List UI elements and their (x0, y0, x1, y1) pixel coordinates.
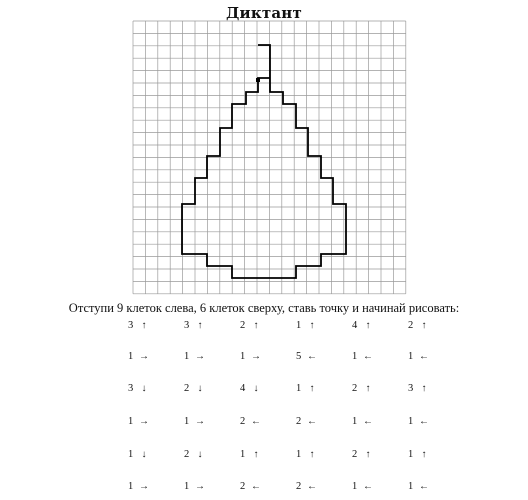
step-count: 1 (352, 481, 358, 492)
step-count: 1 (128, 449, 134, 460)
arrow-up-icon: ↑ (197, 320, 203, 331)
arrow-left-icon: ← (363, 481, 373, 492)
command-step (128, 351, 151, 363)
command-step (408, 383, 431, 395)
command-step (408, 351, 431, 363)
step-count: 1 (408, 481, 414, 492)
command-step (128, 383, 151, 395)
arrow-left-icon: ← (419, 351, 429, 362)
arrow-up-icon: ↑ (421, 383, 427, 394)
step-count: 2 (352, 383, 358, 394)
arrow-left-icon: ← (363, 351, 373, 362)
command-step (296, 383, 319, 395)
command-step (296, 351, 319, 363)
arrow-right-icon: → (195, 481, 205, 492)
command-step (408, 416, 431, 428)
command-step (240, 320, 263, 332)
command-step (352, 320, 375, 332)
arrow-up-icon: ↑ (253, 320, 259, 331)
command-step (128, 416, 151, 428)
arrow-left-icon: ← (307, 416, 317, 427)
arrow-down-icon: ↓ (141, 383, 147, 394)
arrow-up-icon: ↑ (365, 449, 371, 460)
arrow-up-icon: ↑ (253, 449, 259, 460)
arrow-right-icon: → (195, 416, 205, 427)
command-step (408, 449, 431, 461)
step-count: 4 (240, 383, 246, 394)
command-step (184, 320, 207, 332)
arrow-left-icon: ← (363, 416, 373, 427)
arrow-right-icon: → (139, 416, 149, 427)
step-count: 1 (296, 320, 302, 331)
arrow-up-icon: ↑ (309, 449, 315, 460)
arrow-up-icon: ↑ (421, 320, 427, 331)
command-step (128, 320, 151, 332)
step-count: 2 (240, 481, 246, 492)
command-step (128, 449, 151, 461)
arrow-up-icon: ↑ (365, 383, 371, 394)
command-step (184, 351, 207, 363)
step-count: 5 (296, 351, 302, 362)
step-count: 1 (184, 351, 190, 362)
dictation-title: Диктант (226, 4, 302, 22)
command-step (240, 449, 263, 461)
command-step (240, 481, 263, 493)
step-count: 3 (128, 320, 134, 331)
command-step (296, 320, 319, 332)
step-count: 2 (240, 416, 246, 427)
arrow-left-icon: ← (419, 481, 429, 492)
arrow-right-icon: → (139, 481, 149, 492)
arrow-up-icon: ↑ (309, 320, 315, 331)
step-count: 1 (296, 383, 302, 394)
arrow-left-icon: ← (251, 481, 261, 492)
step-count: 1 (240, 449, 246, 460)
step-count: 2 (240, 320, 246, 331)
arrow-down-icon: ↓ (197, 449, 203, 460)
step-count: 1 (184, 481, 190, 492)
arrow-left-icon: ← (419, 416, 429, 427)
step-count: 2 (296, 416, 302, 427)
command-step (296, 481, 319, 493)
arrow-up-icon: ↑ (309, 383, 315, 394)
command-step (352, 449, 375, 461)
command-step (184, 383, 207, 395)
arrow-right-icon: → (139, 351, 149, 362)
step-count: 3 (184, 320, 190, 331)
step-count: 1 (408, 416, 414, 427)
step-count: 1 (184, 416, 190, 427)
command-step (296, 449, 319, 461)
arrow-left-icon: ← (307, 351, 317, 362)
arrow-up-icon: ↑ (421, 449, 427, 460)
command-step (240, 383, 263, 395)
step-count: 1 (352, 351, 358, 362)
command-step (352, 351, 375, 363)
command-step (184, 449, 207, 461)
arrow-left-icon: ← (307, 481, 317, 492)
arrow-up-icon: ↑ (365, 320, 371, 331)
arrow-down-icon: ↓ (197, 383, 203, 394)
step-count: 2 (184, 449, 190, 460)
arrow-up-icon: ↑ (141, 320, 147, 331)
pear-outline-drawing (182, 45, 346, 278)
step-count: 2 (296, 481, 302, 492)
step-count: 1 (128, 351, 134, 362)
command-step (352, 383, 375, 395)
step-count: 1 (296, 449, 302, 460)
step-count: 2 (408, 320, 414, 331)
step-count: 1 (240, 351, 246, 362)
step-count: 4 (352, 320, 358, 331)
step-count: 1 (128, 481, 134, 492)
step-count: 3 (128, 383, 134, 394)
command-step (184, 481, 207, 493)
command-step (408, 481, 431, 493)
arrow-right-icon: → (251, 351, 261, 362)
command-step (296, 416, 319, 428)
command-step (240, 416, 263, 428)
step-count: 2 (352, 449, 358, 460)
command-step (352, 416, 375, 428)
step-count: 3 (408, 383, 414, 394)
step-count: 1 (408, 351, 414, 362)
command-step (128, 481, 151, 493)
command-step (408, 320, 431, 332)
step-count: 1 (408, 449, 414, 460)
arrow-left-icon: ← (251, 416, 261, 427)
command-step (352, 481, 375, 493)
command-step (184, 416, 207, 428)
start-point (256, 78, 260, 82)
step-count: 1 (128, 416, 134, 427)
arrow-down-icon: ↓ (253, 383, 259, 394)
instruction-text: Отступи 9 клеток слева, 6 клеток сверху, ставь точку и начинай рисовать: (68, 301, 460, 315)
command-step (240, 351, 263, 363)
step-count: 2 (184, 383, 190, 394)
arrow-down-icon: ↓ (141, 449, 147, 460)
step-count: 1 (352, 416, 358, 427)
arrow-right-icon: → (195, 351, 205, 362)
